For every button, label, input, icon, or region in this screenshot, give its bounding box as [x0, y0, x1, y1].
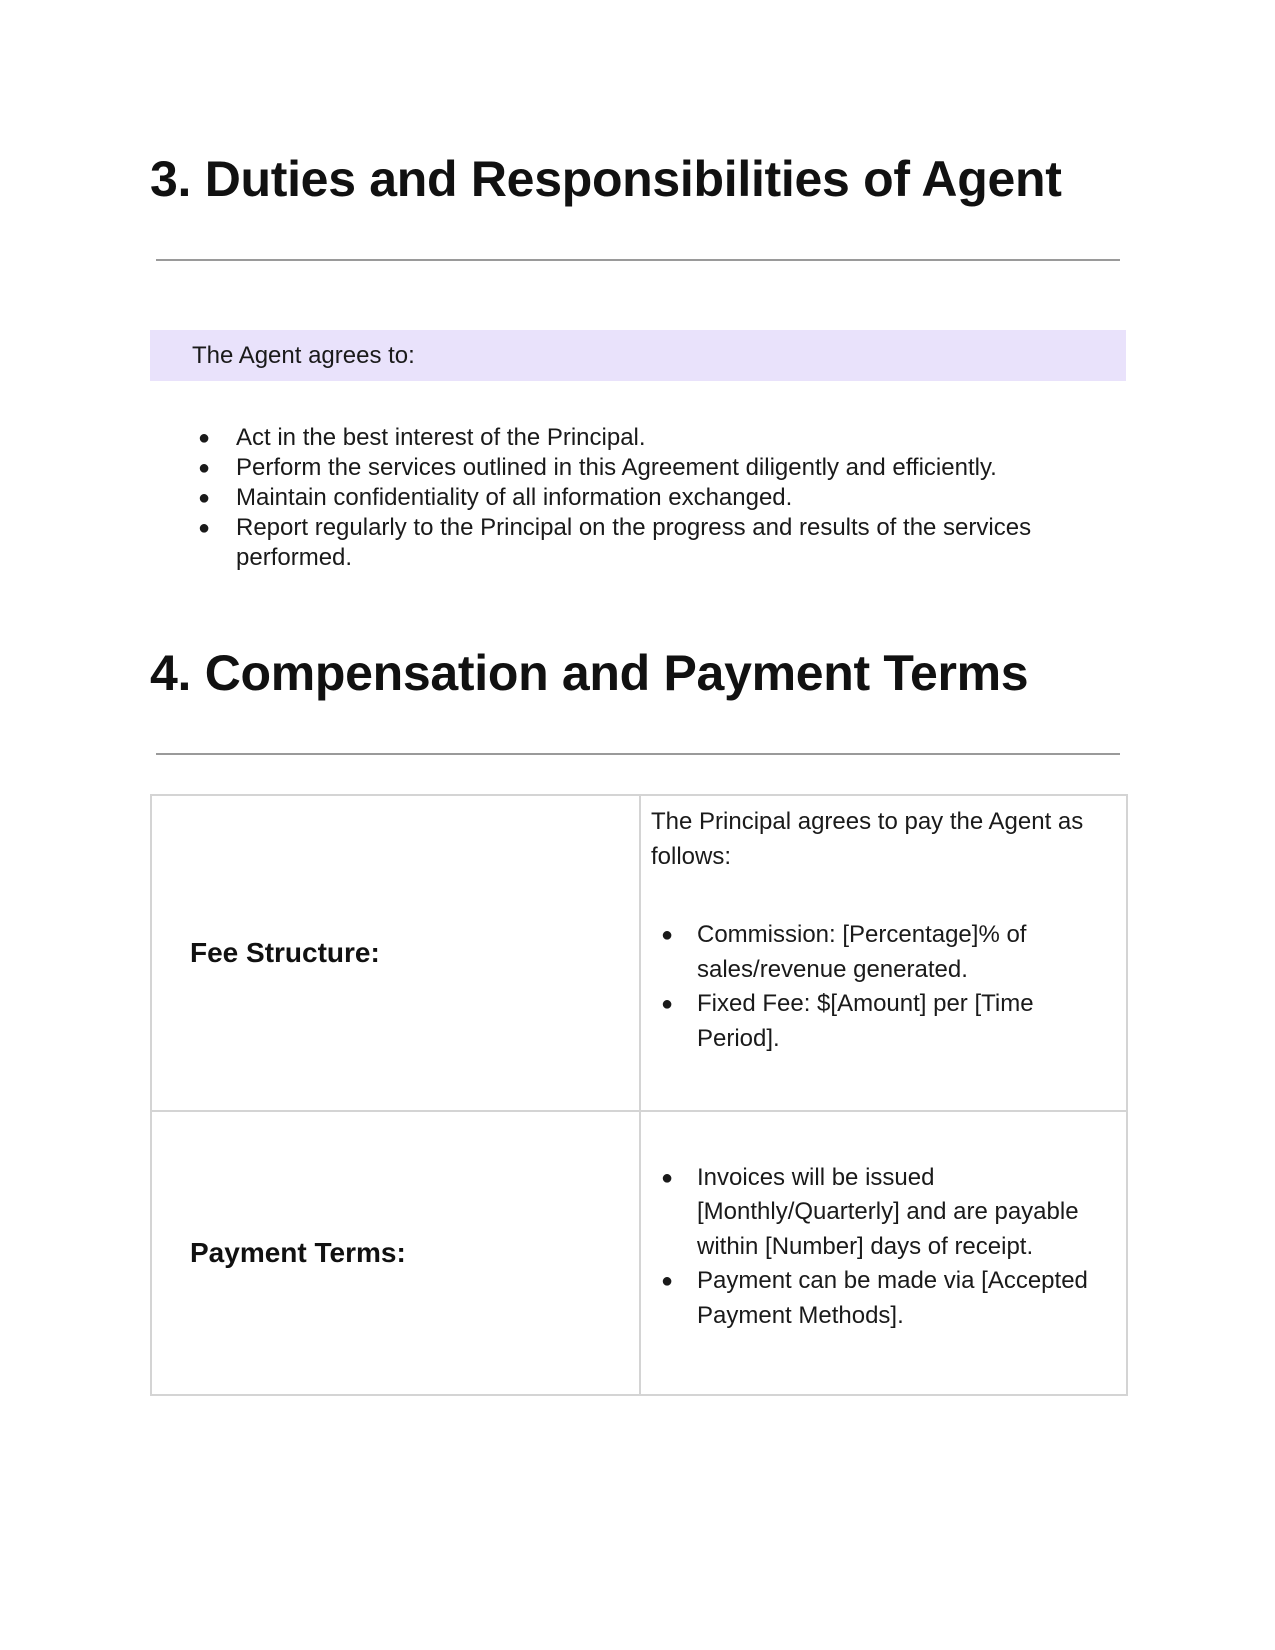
- duties-list: [196, 423, 1076, 573]
- list-item: [641, 1161, 1106, 1265]
- agent-agrees-callout: [150, 330, 1126, 381]
- fee-structure-label: Fee Structure:: [190, 937, 380, 968]
- duty-text: Maintain confidentiality of all information exchanged.: [236, 484, 793, 511]
- table-value-cell: [640, 795, 1127, 1111]
- compensation-table: [150, 794, 1128, 1396]
- table-label-cell: [151, 1111, 640, 1395]
- duty-text: Report regularly to the Principal on the progress and results of the services performed.: [236, 514, 1032, 571]
- payment-item-text: Payment can be made via [Accepted Payment Methods].: [697, 1267, 1088, 1329]
- bullet-icon: ●: [661, 1270, 674, 1293]
- bullet-icon: ●: [198, 517, 211, 539]
- section-3-heading: 3. Duties and Responsibilities of Agent: [150, 151, 1062, 207]
- table-label-cell: [151, 795, 640, 1111]
- duty-text: Perform the services outlined in this Agreement diligently and efficiently.: [236, 454, 997, 481]
- table-row: [151, 1111, 1127, 1395]
- list-item: [196, 453, 1076, 483]
- bullet-icon: ●: [661, 1166, 674, 1189]
- section-4-divider: [156, 753, 1120, 755]
- duty-text: Act in the best interest of the Principal.: [236, 424, 646, 451]
- section-4-heading: 4. Compensation and Payment Terms: [150, 645, 1029, 701]
- list-item: [641, 987, 1106, 1056]
- fee-item-text: Fixed Fee: $[Amount] per [Time Period].: [697, 990, 1034, 1052]
- list-item: [641, 1264, 1106, 1333]
- table-row: [151, 795, 1127, 1111]
- bullet-icon: ●: [661, 924, 674, 946]
- bullet-icon: ●: [198, 457, 211, 479]
- fee-item-text: Commission: [Percentage]% of sales/revenue generated.: [697, 921, 1027, 983]
- payment-item-text: Invoices will be issued [Monthly/Quarterly] and are payable within [Number] days of receipt.: [697, 1163, 1079, 1260]
- bullet-icon: ●: [661, 993, 674, 1015]
- list-item: [196, 423, 1076, 453]
- callout-text: The Agent agrees to:: [192, 342, 415, 369]
- section-3-divider: [156, 259, 1120, 261]
- list-item: [641, 918, 1106, 987]
- fee-structure-list: [641, 918, 1126, 1056]
- bullet-icon: ●: [198, 487, 211, 509]
- list-item: [196, 513, 1076, 573]
- fee-structure-intro: The Principal agrees to pay the Agent as follows:: [651, 808, 1084, 870]
- bullet-icon: ●: [198, 427, 211, 449]
- payment-terms-label: Payment Terms:: [190, 1237, 406, 1268]
- table-value-cell: [640, 1111, 1127, 1395]
- list-item: [196, 483, 1076, 513]
- payment-terms-list: [641, 1161, 1126, 1334]
